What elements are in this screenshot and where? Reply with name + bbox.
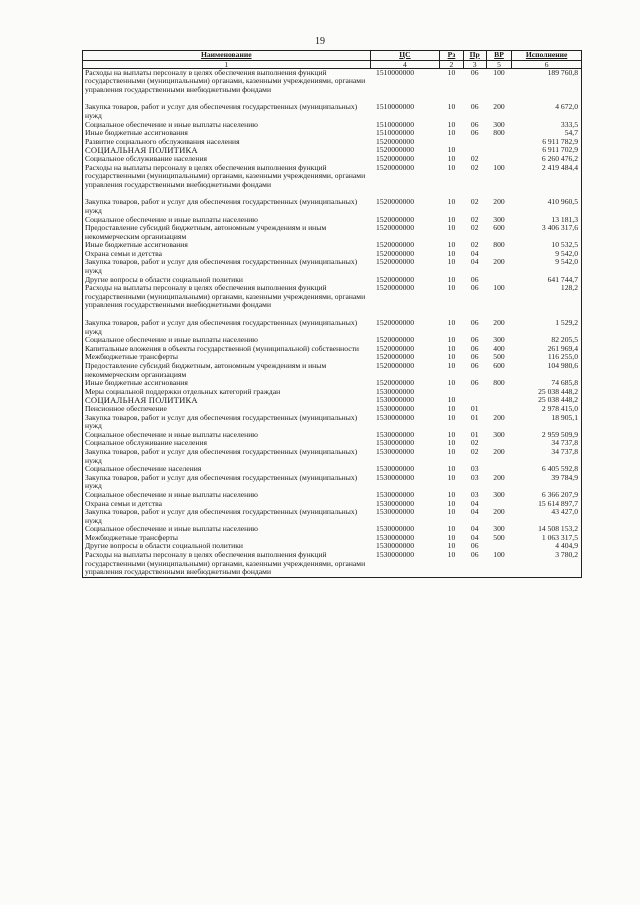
header-vr: ВР: [486, 51, 511, 61]
cell-sum: 4 404,9: [512, 542, 582, 551]
header-num: 4: [370, 60, 440, 68]
cell-name: Другие вопросы в области социальной политики: [83, 542, 371, 551]
cell-vr: 100: [493, 162, 505, 172]
cell-cs: 1520000000: [376, 223, 415, 233]
cell-rz: 10: [447, 257, 456, 267]
cell-vr: [486, 146, 511, 155]
cell-sum: 3 406 317,6: [512, 224, 582, 241]
header-num: 6: [512, 60, 582, 68]
cell-rz: 10: [447, 412, 456, 422]
cell-rz: 10: [447, 335, 456, 345]
cell-sum: 34 737,8: [512, 439, 582, 448]
cell-name: Закупка товаров, работ и услуг для обеспечения государственных (муниципальных) нужд: [83, 103, 371, 120]
cell-name: Меры социальной поддержки отдельных категорий граждан: [83, 388, 371, 397]
cell-sum: 34 737,8: [512, 448, 582, 465]
table-row: [83, 362, 582, 379]
cell-pr: 06: [470, 119, 479, 129]
cell-pr: 02: [470, 240, 479, 250]
cell-rz: 10: [447, 240, 456, 250]
cell-pr: 04: [470, 532, 479, 542]
cell-name: Расходы на выплаты персоналу в целях обеспечения выполнения функций государственными (муниципальными) органами, казенными учреждениями, органами управления государственными внебюджетными фондами: [83, 164, 371, 190]
cell-rz: 10: [447, 119, 456, 129]
cell-sum: 6 911 702,9: [512, 146, 582, 155]
table-row: [83, 103, 582, 120]
cell-sum: 13 181,3: [512, 216, 582, 225]
cell-name: Предоставление субсидий бюджетным, автономным учреждениям и иным некоммерческим организациям: [83, 224, 371, 241]
cell-vr: 200: [493, 507, 505, 517]
cell-vr: 300: [493, 524, 505, 534]
cell-pr: 06: [470, 335, 479, 345]
cell-name: Иные бюджетные ассигнования: [83, 379, 371, 388]
cell-sum: 39 784,9: [512, 474, 582, 491]
cell-cs: 1520000000: [376, 162, 415, 172]
cell-pr: 06: [470, 352, 479, 362]
cell-pr: 03: [470, 472, 479, 482]
cell-pr: 03: [470, 464, 479, 474]
cell-name: Закупка товаров, работ и услуг для обеспечения государственных (муниципальных) нужд: [83, 319, 371, 336]
table-row: [83, 551, 582, 577]
cell-sum: 261 969,4: [512, 345, 582, 354]
cell-rz: 10: [447, 145, 456, 155]
cell-cs: 1520000000: [376, 318, 415, 328]
cell-name: Расходы на выплаты персоналу в целях обеспечения выполнения функций государственными (муниципальными) органами, казенными учреждениями, органами управления государственными внебюджетными фондами: [83, 284, 371, 310]
cell-cs: 1520000000: [376, 335, 415, 345]
cell-pr: 01: [470, 429, 479, 439]
cell-vr: 600: [493, 223, 505, 233]
cell-sum: 6 366 207,9: [512, 491, 582, 500]
table-row: [83, 258, 582, 275]
header-pr: Пр: [463, 51, 486, 61]
cell-rz: 10: [447, 128, 456, 138]
table-row: [83, 224, 582, 241]
cell-cs: 1530000000: [376, 541, 415, 551]
cell-rz: 10: [447, 283, 456, 293]
cell-cs: 1520000000: [376, 197, 415, 207]
cell-vr: 200: [493, 197, 505, 207]
cell-vr: 200: [493, 257, 505, 267]
cell-name: Социальное обслуживание населения: [83, 439, 371, 448]
cell-rz: 10: [440, 551, 463, 577]
cell-pr: 04: [470, 248, 479, 258]
cell-vr: 500: [493, 532, 505, 542]
header-name: Наименование: [83, 51, 371, 61]
cell-sum: 1 063 317,5: [512, 534, 582, 543]
cell-vr: [486, 138, 511, 147]
cell-cs: 1520000000: [376, 214, 415, 224]
cell-cs: 1520000000: [376, 283, 415, 293]
cell-sum: 3 780,2: [512, 551, 582, 577]
cell-vr: 300: [493, 429, 505, 439]
header-num: 1: [83, 60, 371, 68]
cell-rz: 10: [447, 507, 456, 517]
cell-pr: 04: [470, 524, 479, 534]
cell-rz: 10: [447, 361, 456, 370]
cell-rz: 10: [447, 464, 456, 474]
cell-vr: 800: [493, 128, 505, 138]
cell-sum: 4 672,0: [512, 103, 582, 120]
cell-sum: 333,5: [512, 121, 582, 130]
cell-cs: 1520000000: [376, 145, 415, 155]
cell-rz: 10: [447, 438, 456, 448]
table-row: [83, 198, 582, 215]
table-row: [83, 319, 582, 336]
cell-name: Иные бюджетные ассигнования: [83, 241, 371, 250]
cell-rz: 10: [447, 153, 456, 163]
cell-pr: 02: [470, 223, 479, 233]
page-number: 19: [315, 36, 325, 47]
cell-cs: 1530000000: [376, 412, 415, 422]
cell-cs: 1530000000: [376, 446, 415, 456]
cell-cs: 1530000000: [376, 498, 415, 508]
cell-cs: 1520000000: [376, 257, 415, 267]
cell-cs: 1520000000: [376, 343, 415, 353]
cell-pr: 02: [470, 438, 479, 448]
cell-rz: 10: [447, 102, 456, 112]
cell-vr: 200: [493, 412, 505, 422]
cell-pr: 04: [470, 498, 479, 508]
cell-name: Закупка товаров, работ и услуг для обеспечения государственных (муниципальных) нужд: [83, 448, 371, 465]
cell-cs: 1530000000: [376, 403, 415, 413]
cell-sum: 43 427,0: [512, 508, 582, 525]
cell-vr: [486, 388, 511, 397]
cell-cs: 1530000000: [376, 429, 415, 439]
cell-name: Закупка товаров, работ и услуг для обеспечения государственных (муниципальных) нужд: [83, 474, 371, 491]
cell-pr: 06: [470, 343, 479, 353]
cell-pr: 06: [470, 378, 479, 388]
cell-rz: 10: [447, 403, 456, 413]
cell-sum: 2 419 484,4: [512, 164, 582, 190]
header-num: 3: [463, 60, 486, 68]
cell-cs: 1520000000: [376, 240, 415, 250]
cell-name: Социальное обслуживание населения: [83, 155, 371, 164]
header-num: 2: [440, 60, 463, 68]
header-sum: Исполнение: [512, 51, 582, 61]
cell-vr: 200: [493, 472, 505, 482]
cell-sum: 15 614 897,7: [512, 500, 582, 509]
cell-cs: 1520000000: [376, 378, 415, 388]
cell-name: СОЦИАЛЬНАЯ ПОЛИТИКА: [83, 146, 371, 155]
cell-pr: 06: [470, 283, 479, 293]
cell-cs: 1530000000: [376, 489, 415, 499]
cell-name: Охрана семьи и детства: [83, 500, 371, 509]
cell-sum: 25 038 448,2: [512, 388, 582, 397]
cell-sum: 54,7: [512, 129, 582, 138]
cell-pr: 06: [470, 67, 479, 77]
cell-rz: 10: [447, 343, 456, 353]
cell-rz: 10: [447, 214, 456, 224]
cell-rz: 10: [447, 446, 456, 456]
table-row: [83, 474, 582, 491]
cell-name: Закупка товаров, работ и услуг для обеспечения государственных (муниципальных) нужд: [83, 414, 371, 431]
cell-pr: 01: [470, 412, 479, 422]
cell-pr: 06: [470, 102, 479, 112]
cell-name: Предоставление субсидий бюджетным, автономным учреждениям и иным некоммерческим организациям: [83, 362, 371, 379]
cell-rz: 10: [447, 197, 456, 207]
cell-name: Социальное обеспечение и иные выплаты населению: [83, 121, 371, 130]
cell-pr: 04: [470, 257, 479, 267]
cell-vr: [486, 396, 511, 405]
cell-vr: 600: [493, 361, 505, 370]
cell-sum: 10 532,5: [512, 241, 582, 250]
cell-vr: 200: [493, 446, 505, 456]
table-row: [83, 68, 582, 94]
cell-cs: 1530000000: [376, 532, 415, 542]
cell-sum: 82 205,5: [512, 336, 582, 345]
cell-sum: 2 959 509,9: [512, 431, 582, 440]
cell-name: Социальное обеспечение и иные выплаты населению: [83, 431, 371, 440]
cell-pr: [463, 388, 486, 397]
cell-cs: 1530000000: [370, 551, 440, 577]
cell-pr: 06: [463, 551, 486, 577]
header-num: 5: [486, 60, 511, 68]
cell-sum: 641 744,7: [512, 276, 582, 285]
cell-rz: 10: [447, 223, 456, 233]
cell-pr: 06: [470, 541, 479, 551]
cell-pr: 06: [470, 128, 479, 138]
cell-pr: 03: [470, 489, 479, 499]
cell-sum: 128,2: [512, 284, 582, 310]
cell-rz: 10: [447, 489, 456, 499]
header-cs: ЦС: [370, 51, 440, 61]
cell-rz: 10: [447, 532, 456, 542]
cell-pr: 06: [470, 361, 479, 370]
cell-name: Расходы на выплаты персоналу в целях обеспечения выполнения функций государственными (муниципальными) органами, казенными учреждениями, органами управления государственными внебюджетными фондами: [83, 551, 371, 577]
cell-rz: 10: [447, 352, 456, 362]
cell-name: Закупка товаров, работ и услуг для обеспечения государственных (муниципальных) нужд: [83, 508, 371, 525]
cell-rz: 10: [447, 378, 456, 388]
cell-pr: 02: [470, 153, 479, 163]
cell-sum: 6 911 782,9: [512, 138, 582, 147]
cell-pr: 06: [470, 274, 479, 284]
cell-cs: 1530000000: [376, 464, 415, 474]
cell-sum: 9 542,0: [512, 250, 582, 259]
table-row: [83, 164, 582, 190]
cell-vr: 500: [493, 352, 505, 362]
cell-vr: 100: [493, 67, 505, 77]
cell-name: Социальное обеспечение и иные выплаты населению: [83, 525, 371, 534]
cell-rz: 10: [447, 162, 456, 172]
cell-name: Межбюджетные трансферты: [83, 534, 371, 543]
cell-name: Закупка товаров, работ и услуг для обеспечения государственных (муниципальных) нужд: [83, 198, 371, 215]
budget-table: [82, 50, 582, 578]
cell-rz: 10: [447, 395, 456, 405]
cell-rz: 10: [447, 274, 456, 284]
table-row: [83, 448, 582, 465]
cell-cs: 1520000000: [376, 136, 415, 146]
table-header: [83, 51, 582, 69]
cell-cs: 1520000000: [376, 274, 415, 284]
cell-cs: 1530000000: [376, 438, 415, 448]
cell-vr: 100: [493, 283, 505, 293]
cell-sum: 116 255,0: [512, 353, 582, 362]
cell-name: Социальное обеспечение населения: [83, 465, 371, 474]
table-row: [83, 508, 582, 525]
table-body: [83, 68, 582, 577]
table-row: [83, 284, 582, 310]
cell-pr: 02: [470, 446, 479, 456]
cell-cs: 1510000000: [376, 67, 415, 77]
cell-vr: 400: [493, 343, 505, 353]
cell-cs: 1530000000: [376, 524, 415, 534]
cell-vr: 300: [493, 335, 505, 345]
cell-cs: 1520000000: [376, 248, 415, 258]
cell-cs: 1510000000: [376, 128, 415, 138]
cell-name: Закупка товаров, работ и услуг для обеспечения государственных (муниципальных) нужд: [83, 258, 371, 275]
cell-sum: 9 542,0: [512, 258, 582, 275]
cell-vr: 800: [493, 240, 505, 250]
cell-name: Другие вопросы в области социальной политики: [83, 276, 371, 285]
cell-name: Развитие социального обслуживания населения: [83, 138, 371, 147]
cell-cs: 1530000000: [376, 395, 415, 405]
cell-sum: 189 760,8: [512, 68, 582, 94]
cell-cs: 1520000000: [376, 153, 415, 163]
cell-sum: 2 978 415,0: [512, 405, 582, 414]
cell-pr: 02: [470, 162, 479, 172]
cell-name: Межбюджетные трансферты: [83, 353, 371, 362]
cell-pr: 02: [470, 214, 479, 224]
cell-sum: 6 260 476,2: [512, 155, 582, 164]
cell-vr: 300: [493, 489, 505, 499]
cell-rz: 10: [447, 524, 456, 534]
cell-rz: 10: [447, 541, 456, 551]
cell-vr: 300: [493, 214, 505, 224]
cell-cs: 1510000000: [376, 119, 415, 129]
cell-sum: 410 960,5: [512, 198, 582, 215]
cell-cs: 1510000000: [376, 102, 415, 112]
cell-name: Расходы на выплаты персоналу в целях обеспечения выполнения функций государственными (муниципальными) органами, казенными учреждениями, органами управления государственными внебюджетными фондами: [83, 68, 371, 94]
cell-name: Социальное обеспечение и иные выплаты населению: [83, 491, 371, 500]
cell-pr: 01: [470, 403, 479, 413]
cell-sum: 74 685,8: [512, 379, 582, 388]
cell-rz: 10: [447, 472, 456, 482]
cell-name: СОЦИАЛЬНАЯ ПОЛИТИКА: [83, 396, 371, 405]
cell-sum: 18 905,1: [512, 414, 582, 431]
cell-vr: 100: [486, 551, 511, 577]
cell-rz: 10: [447, 248, 456, 258]
cell-cs: 1530000000: [376, 507, 415, 517]
cell-vr: 800: [493, 378, 505, 388]
cell-sum: 25 038 448,2: [512, 396, 582, 405]
cell-pr: 06: [470, 318, 479, 328]
cell-vr: 300: [493, 119, 505, 129]
cell-pr: [463, 138, 486, 147]
cell-pr: 02: [470, 197, 479, 207]
cell-name: Социальное обеспечение и иные выплаты населению: [83, 336, 371, 345]
cell-cs: 1530000000: [376, 472, 415, 482]
cell-name: Пенсионное обеспечение: [83, 405, 371, 414]
cell-name: Иные бюджетные ассигнования: [83, 129, 371, 138]
cell-rz: 10: [447, 318, 456, 328]
cell-name: Охрана семьи и детства: [83, 250, 371, 259]
cell-name: Капитальные вложения в объекты государственной (муниципальной) собственности: [83, 345, 371, 354]
cell-sum: 6 405 592,8: [512, 465, 582, 474]
cell-cs: 1530000000: [376, 386, 415, 396]
cell-sum: 104 980,6: [512, 362, 582, 379]
cell-rz: 10: [447, 498, 456, 508]
cell-cs: 1520000000: [376, 352, 415, 362]
cell-sum: 14 508 153,2: [512, 525, 582, 534]
cell-name: Социальное обеспечение и иные выплаты населению: [83, 216, 371, 225]
cell-sum: 1 529,2: [512, 319, 582, 336]
cell-cs: 1520000000: [376, 361, 415, 370]
cell-vr: 200: [493, 102, 505, 112]
cell-rz: 10: [447, 67, 456, 77]
table-row: [83, 414, 582, 431]
header-rz: Рз: [440, 51, 463, 61]
cell-vr: 200: [493, 318, 505, 328]
cell-rz: 10: [447, 429, 456, 439]
cell-pr: 04: [470, 507, 479, 517]
